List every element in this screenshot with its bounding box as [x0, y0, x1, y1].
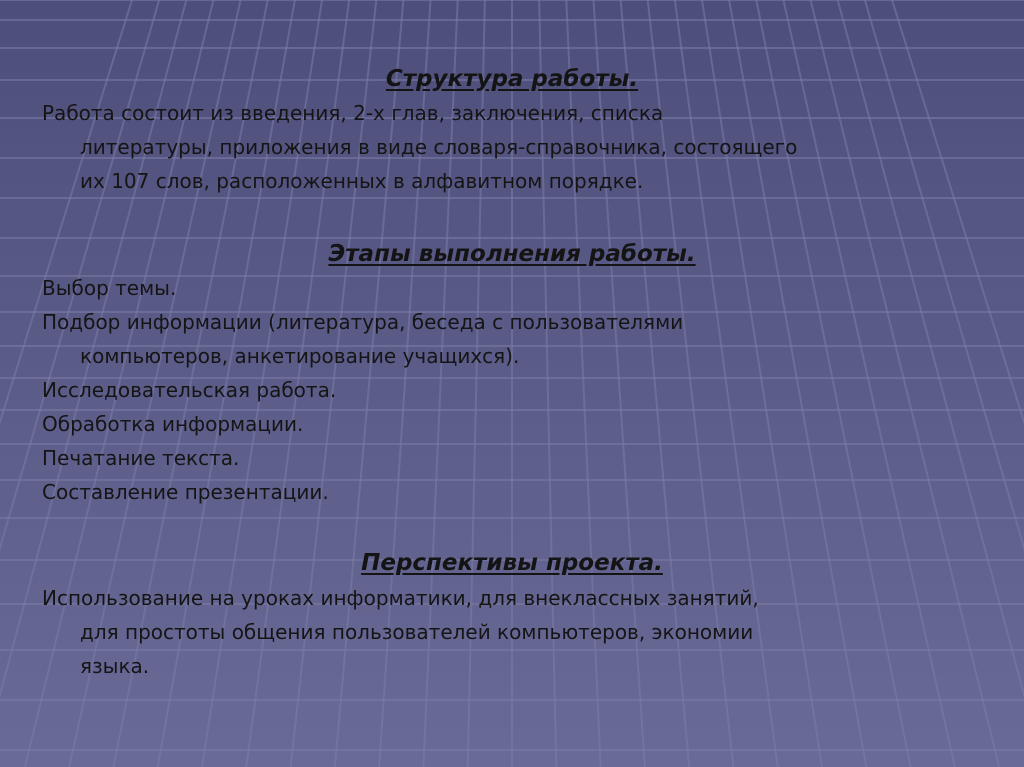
perspectives-paragraph — [42, 581, 759, 683]
perspectives-line-3: языка. — [80, 654, 150, 678]
stage-item-4: Обработка информации. — [42, 412, 304, 436]
perspectives-line-2: для простоты общения пользователей компьютеров, экономии — [80, 620, 754, 644]
structure-line-2: литературы, приложения в виде словаря-справочника, состоящего — [80, 135, 798, 159]
structure-line-1: Работа состоит из введения, 2-х глав, заключения, списка — [42, 101, 664, 125]
stage-item-1: Выбор темы. — [42, 276, 177, 300]
stages-list — [42, 271, 683, 509]
heading-structure: Структура работы. — [385, 66, 639, 92]
stage-item-2: Подбор информации (литература, беседа с пользователями — [42, 310, 684, 334]
perspectives-line-1: Использование на уроках информатики, для внеклассных занятий, — [42, 586, 759, 610]
heading-stages: Этапы выполнения работы. — [328, 241, 696, 267]
stage-item-2-cont: компьютеров, анкетирование учащихся). — [80, 344, 520, 368]
structure-line-3: их 107 слов, расположенных в алфавитном порядке. — [80, 169, 644, 193]
heading-perspectives: Перспективы проекта. — [361, 550, 663, 576]
structure-paragraph — [42, 96, 797, 198]
stage-item-5: Печатание текста. — [42, 446, 240, 470]
stage-item-3: Исследовательская работа. — [42, 378, 337, 402]
stage-item-6: Составление презентации. — [42, 480, 329, 504]
